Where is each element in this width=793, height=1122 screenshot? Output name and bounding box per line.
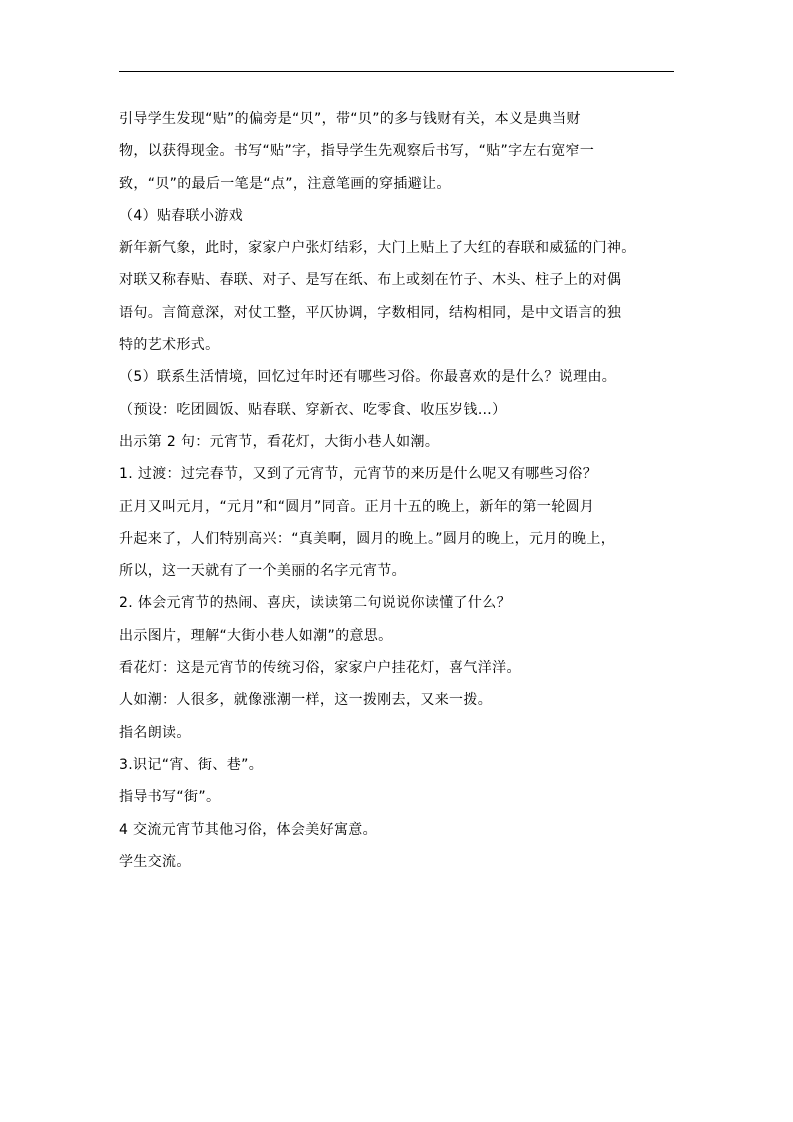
paragraph-line: 指导书写“街”。 <box>119 789 221 806</box>
paragraph-line: 新年新气象，此时，家家户户张灯结彩，大门上贴上了大红的春联和威猛的门神。 <box>119 240 636 257</box>
paragraph-line: 物，以获得现金。书写“贴”字，指导学生先观察后书写，“贴”字左右宽窄一 <box>119 143 595 160</box>
paragraph-line: 致，“贝”的最后一笔是“点”，注意笔画的穿插避让。 <box>119 175 451 192</box>
paragraph-line: 正月又叫元月，“元月”和“圆月”同音。正月十五的晚上，新年的第一轮圆月 <box>119 498 595 515</box>
document-body <box>119 103 679 878</box>
numbered-item: 2. 体会元宵节的热闹、喜庆，读读第二句说说你读懂了什么？ <box>119 595 511 612</box>
paragraph-line: （预设：吃团圆饭、贴春联、穿新衣、吃零食、收压岁钱…） <box>119 401 507 418</box>
paragraph-line: 特的艺术形式。 <box>119 337 220 354</box>
paragraph-line: 语句。言简意深，对仗工整，平仄协调，字数相同，结构相同，是中文语言的独 <box>119 304 622 321</box>
paragraph-line: 出示第 2 句：元宵节，看花灯，大街小巷人如潮。 <box>119 433 440 450</box>
paragraph-line: 看花灯：这是元宵节的传统习俗，家家户户挂花灯，喜气洋洋。 <box>119 660 521 677</box>
paragraph-line: 所以，这一天就有了一个美丽的名字元宵节。 <box>119 563 406 580</box>
paragraph-line: 引导学生发现“贴”的偏旁是“贝”，带“贝”的多与钱财有关，本义是典当财 <box>119 111 581 127</box>
section-heading: （5）联系生活情境，回忆过年时还有哪些习俗。你最喜欢的是什么？说理由。 <box>119 369 617 386</box>
section-heading: （4）贴春联小游戏 <box>119 207 244 224</box>
paragraph-line: 出示图片，理解“大街小巷人如潮”的意思。 <box>119 627 393 644</box>
paragraph-line: 升起来了，人们特别高兴：“真美啊，圆月的晚上。”圆月的晚上，元月的晚上， <box>119 530 616 547</box>
paragraph-line: 学生交流。 <box>119 853 191 870</box>
paragraph-line: 对联又称春贴、春联、对子、是写在纸、布上或刻在竹子、木头、柱子上的对偶 <box>119 272 622 289</box>
header-rule <box>119 71 674 72</box>
numbered-item: 3.识记“宵、街、巷”。 <box>119 756 264 773</box>
paragraph-line: 指名朗读。 <box>119 724 191 741</box>
numbered-item: 4 交流元宵节其他习俗，体会美好寓意。 <box>119 821 378 838</box>
paragraph-line: 人如潮：人很多，就像涨潮一样，这一拨刚去，又来一拨。 <box>119 692 493 709</box>
numbered-item: 1. 过渡：过完春节，又到了元宵节，元宵节的来历是什么呢又有哪些习俗？ <box>119 466 598 483</box>
